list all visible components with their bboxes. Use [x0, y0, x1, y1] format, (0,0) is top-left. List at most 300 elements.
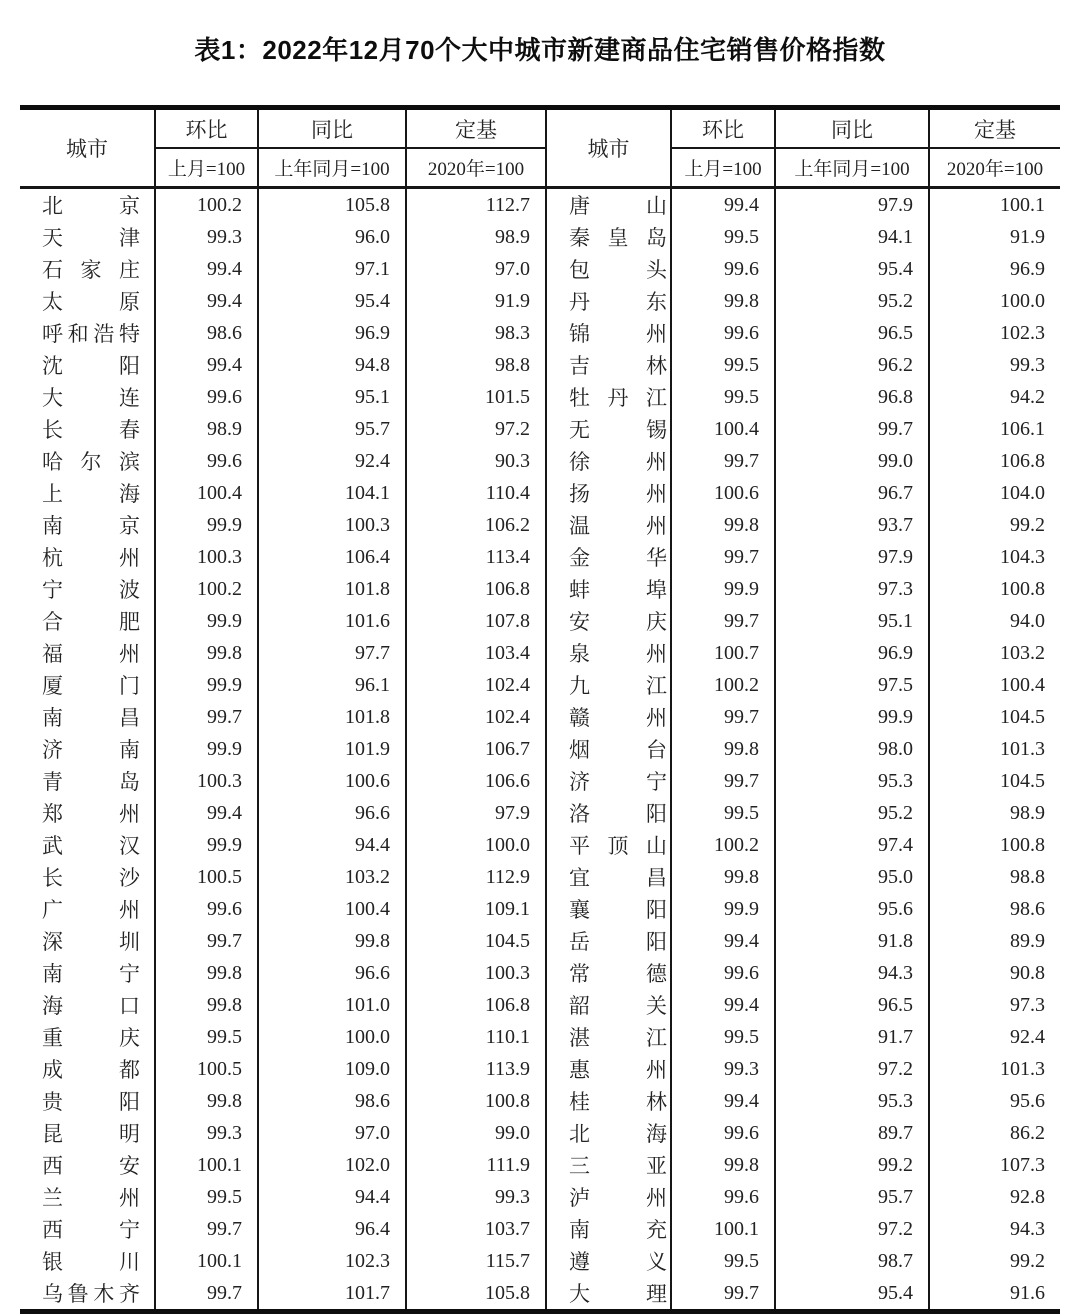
value-cell: 101.7 [258, 1277, 406, 1312]
table-row [20, 349, 1060, 381]
city-cell [20, 541, 155, 573]
value-cell: 100.6 [258, 765, 406, 797]
value-cell: 97.7 [258, 637, 406, 669]
value-cell: 89.7 [775, 1117, 929, 1149]
value-cell: 97.9 [406, 797, 546, 829]
value-cell: 91.9 [929, 221, 1060, 253]
city-cell [546, 829, 671, 861]
value-cell: 99.7 [671, 1277, 775, 1312]
city-cell [546, 253, 671, 285]
city-name: 九 江 [569, 674, 667, 698]
value-cell: 99.3 [406, 1181, 546, 1213]
value-cell: 101.0 [258, 989, 406, 1021]
value-cell: 99.8 [258, 925, 406, 957]
value-cell: 100.4 [929, 669, 1060, 701]
city-name: 重 庆 [42, 1026, 140, 1050]
value-cell: 100.8 [406, 1085, 546, 1117]
table-row [20, 381, 1060, 413]
table-row [20, 957, 1060, 989]
header-base-sub-left: 2020年=100 [406, 148, 546, 188]
value-cell: 104.3 [929, 541, 1060, 573]
city-cell [20, 285, 155, 317]
city-name: 杭 州 [42, 546, 140, 570]
city-cell [20, 1117, 155, 1149]
value-cell: 94.1 [775, 221, 929, 253]
value-cell: 99.8 [155, 989, 258, 1021]
city-cell [546, 1277, 671, 1312]
value-cell: 98.9 [406, 221, 546, 253]
value-cell: 97.0 [258, 1117, 406, 1149]
value-cell: 99.6 [671, 1181, 775, 1213]
value-cell: 109.1 [406, 893, 546, 925]
header-yoy-sub-right: 上年同月=100 [775, 148, 929, 188]
value-cell: 92.4 [929, 1021, 1060, 1053]
value-cell: 95.3 [775, 765, 929, 797]
value-cell: 95.3 [775, 1085, 929, 1117]
city-cell [546, 1053, 671, 1085]
table-row [20, 925, 1060, 957]
city-name: 吉 林 [569, 354, 667, 378]
value-cell: 99.7 [155, 1277, 258, 1312]
value-cell: 99.6 [671, 317, 775, 349]
value-cell: 98.0 [775, 733, 929, 765]
city-cell [546, 669, 671, 701]
value-cell: 102.0 [258, 1149, 406, 1181]
value-cell: 105.8 [406, 1277, 546, 1312]
header-mom-sub-left: 上月=100 [155, 148, 258, 188]
header-city-left: 城市 [20, 108, 155, 188]
value-cell: 102.3 [929, 317, 1060, 349]
value-cell: 99.6 [671, 253, 775, 285]
value-cell: 100.6 [671, 477, 775, 509]
city-cell [20, 637, 155, 669]
city-name: 济 宁 [569, 770, 667, 794]
city-cell [20, 349, 155, 381]
value-cell: 96.4 [258, 1213, 406, 1245]
city-cell [546, 925, 671, 957]
city-name: 深 圳 [42, 930, 140, 954]
value-cell: 100.0 [258, 1021, 406, 1053]
value-cell: 99.3 [671, 1053, 775, 1085]
city-name: 秦 皇 岛 [569, 226, 667, 250]
value-cell: 106.4 [258, 541, 406, 573]
table-row [20, 733, 1060, 765]
table-row [20, 861, 1060, 893]
header-base-left: 定基 [406, 108, 546, 149]
table-row [20, 221, 1060, 253]
value-cell: 102.3 [258, 1245, 406, 1277]
city-name: 平 顶 山 [569, 834, 667, 858]
city-cell [20, 573, 155, 605]
city-name: 长 沙 [42, 866, 140, 890]
value-cell: 99.7 [671, 605, 775, 637]
value-cell: 100.1 [929, 188, 1060, 222]
value-cell: 106.8 [929, 445, 1060, 477]
value-cell: 99.9 [671, 573, 775, 605]
city-cell [546, 733, 671, 765]
table-row [20, 1181, 1060, 1213]
city-name: 天 津 [42, 226, 140, 250]
value-cell: 99.8 [671, 861, 775, 893]
value-cell: 96.0 [258, 221, 406, 253]
city-cell [546, 349, 671, 381]
table-row [20, 1117, 1060, 1149]
city-name: 乌 鲁 木 齐 [42, 1282, 140, 1306]
table-row [20, 541, 1060, 573]
value-cell: 95.7 [775, 1181, 929, 1213]
table-row [20, 285, 1060, 317]
value-cell: 100.4 [155, 477, 258, 509]
city-cell [546, 765, 671, 797]
value-cell: 94.8 [258, 349, 406, 381]
table-title: 表1：2022年12月70个大中城市新建商品住宅销售价格指数 [194, 35, 886, 65]
value-cell: 109.0 [258, 1053, 406, 1085]
city-cell [546, 413, 671, 445]
value-cell: 99.8 [671, 733, 775, 765]
value-cell: 99.8 [671, 1149, 775, 1181]
value-cell: 96.5 [775, 317, 929, 349]
city-name: 昆 明 [42, 1122, 140, 1146]
city-cell [546, 477, 671, 509]
city-cell [546, 797, 671, 829]
city-cell [546, 1213, 671, 1245]
city-cell [20, 188, 155, 222]
city-cell [546, 317, 671, 349]
value-cell: 99.4 [155, 797, 258, 829]
table-row [20, 573, 1060, 605]
value-cell: 98.6 [155, 317, 258, 349]
value-cell: 99.7 [155, 925, 258, 957]
value-cell: 99.9 [155, 509, 258, 541]
city-name: 宜 昌 [569, 866, 667, 890]
city-cell [546, 381, 671, 413]
value-cell: 103.4 [406, 637, 546, 669]
city-cell [20, 253, 155, 285]
value-cell: 99.7 [775, 413, 929, 445]
city-name: 西 宁 [42, 1218, 140, 1242]
value-cell: 96.7 [775, 477, 929, 509]
city-name: 北 京 [42, 194, 140, 218]
city-cell [20, 925, 155, 957]
value-cell: 96.5 [775, 989, 929, 1021]
value-cell: 93.7 [775, 509, 929, 541]
value-cell: 98.7 [775, 1245, 929, 1277]
value-cell: 96.6 [258, 957, 406, 989]
value-cell: 97.9 [775, 188, 929, 222]
city-name: 成 都 [42, 1058, 140, 1082]
value-cell: 113.4 [406, 541, 546, 573]
value-cell: 104.0 [929, 477, 1060, 509]
value-cell: 100.3 [155, 541, 258, 573]
value-cell: 99.9 [671, 893, 775, 925]
city-name: 南 充 [569, 1218, 667, 1242]
value-cell: 103.2 [258, 861, 406, 893]
value-cell: 110.1 [406, 1021, 546, 1053]
city-cell [20, 381, 155, 413]
city-name: 济 南 [42, 738, 140, 762]
city-cell [20, 1085, 155, 1117]
value-cell: 95.6 [775, 893, 929, 925]
value-cell: 99.2 [929, 509, 1060, 541]
value-cell: 97.2 [406, 413, 546, 445]
table-row [20, 1245, 1060, 1277]
city-cell [546, 1117, 671, 1149]
value-cell: 112.9 [406, 861, 546, 893]
value-cell: 99.3 [155, 221, 258, 253]
value-cell: 91.8 [775, 925, 929, 957]
city-name: 徐 州 [569, 450, 667, 474]
value-cell: 95.4 [775, 1277, 929, 1312]
table-row [20, 1149, 1060, 1181]
city-cell [20, 1149, 155, 1181]
value-cell: 94.3 [929, 1213, 1060, 1245]
value-cell: 99.6 [155, 893, 258, 925]
city-name: 岳 阳 [569, 930, 667, 954]
value-cell: 100.0 [406, 829, 546, 861]
city-name: 哈 尔 滨 [42, 450, 140, 474]
city-cell [20, 733, 155, 765]
city-name: 青 岛 [42, 770, 140, 794]
value-cell: 100.2 [671, 829, 775, 861]
value-cell: 100.4 [258, 893, 406, 925]
value-cell: 99.9 [155, 605, 258, 637]
city-cell [546, 1149, 671, 1181]
value-cell: 96.9 [258, 317, 406, 349]
value-cell: 100.5 [155, 861, 258, 893]
city-cell [546, 509, 671, 541]
value-cell: 99.7 [155, 1213, 258, 1245]
value-cell: 101.6 [258, 605, 406, 637]
header-yoy-left: 同比 [258, 108, 406, 149]
value-cell: 106.6 [406, 765, 546, 797]
city-cell [546, 1021, 671, 1053]
value-cell: 100.3 [258, 509, 406, 541]
city-name: 广 州 [42, 898, 140, 922]
city-cell [546, 188, 671, 222]
city-cell [546, 1181, 671, 1213]
value-cell: 97.5 [775, 669, 929, 701]
value-cell: 91.6 [929, 1277, 1060, 1312]
city-name: 锦 州 [569, 322, 667, 346]
city-cell [20, 1277, 155, 1312]
city-name: 宁 波 [42, 578, 140, 602]
value-cell: 99.5 [671, 1245, 775, 1277]
value-cell: 100.8 [929, 573, 1060, 605]
city-name: 洛 阳 [569, 802, 667, 826]
table-row [20, 605, 1060, 637]
city-cell [546, 445, 671, 477]
table-row [20, 669, 1060, 701]
header-mom-sub-right: 上月=100 [671, 148, 775, 188]
value-cell: 97.4 [775, 829, 929, 861]
header-base-right: 定基 [929, 108, 1060, 149]
city-name: 金 华 [569, 546, 667, 570]
table-row [20, 188, 1060, 222]
table-row [20, 797, 1060, 829]
city-name: 厦 门 [42, 674, 140, 698]
header-row-top [20, 108, 1060, 149]
value-cell: 107.8 [406, 605, 546, 637]
value-cell: 103.2 [929, 637, 1060, 669]
value-cell: 99.5 [155, 1181, 258, 1213]
header-yoy-sub-left: 上年同月=100 [258, 148, 406, 188]
value-cell: 99.3 [155, 1117, 258, 1149]
city-name: 温 州 [569, 514, 667, 538]
value-cell: 110.4 [406, 477, 546, 509]
city-name: 沈 阳 [42, 354, 140, 378]
value-cell: 104.5 [406, 925, 546, 957]
city-name: 太 原 [42, 290, 140, 314]
table-header [20, 108, 1060, 188]
value-cell: 99.2 [929, 1245, 1060, 1277]
value-cell: 94.3 [775, 957, 929, 989]
value-cell: 95.4 [775, 253, 929, 285]
city-name: 大 连 [42, 386, 140, 410]
city-cell [20, 221, 155, 253]
city-cell [546, 605, 671, 637]
value-cell: 104.1 [258, 477, 406, 509]
city-name: 西 安 [42, 1154, 140, 1178]
value-cell: 101.3 [929, 1053, 1060, 1085]
value-cell: 99.5 [671, 1021, 775, 1053]
city-name: 惠 州 [569, 1058, 667, 1082]
table-row [20, 701, 1060, 733]
table-row [20, 477, 1060, 509]
value-cell: 99.9 [155, 669, 258, 701]
value-cell: 97.2 [775, 1213, 929, 1245]
city-name: 北 海 [569, 1122, 667, 1146]
value-cell: 95.2 [775, 797, 929, 829]
city-name: 郑 州 [42, 802, 140, 826]
table-row [20, 1021, 1060, 1053]
value-cell: 99.5 [671, 349, 775, 381]
city-name: 南 宁 [42, 962, 140, 986]
value-cell: 99.4 [671, 188, 775, 222]
value-cell: 99.5 [155, 1021, 258, 1053]
table-row [20, 1085, 1060, 1117]
value-cell: 96.8 [775, 381, 929, 413]
value-cell: 101.8 [258, 701, 406, 733]
value-cell: 99.0 [406, 1117, 546, 1149]
header-base-sub-right: 2020年=100 [929, 148, 1060, 188]
value-cell: 99.7 [671, 445, 775, 477]
city-name: 韶 关 [569, 994, 667, 1018]
value-cell: 96.9 [929, 253, 1060, 285]
table-row [20, 413, 1060, 445]
value-cell: 94.4 [258, 1181, 406, 1213]
header-row-sub [20, 148, 1060, 188]
value-cell: 98.8 [929, 861, 1060, 893]
table-row [20, 253, 1060, 285]
city-name: 安 庆 [569, 610, 667, 634]
value-cell: 102.4 [406, 669, 546, 701]
value-cell: 99.6 [155, 445, 258, 477]
city-name: 烟 台 [569, 738, 667, 762]
city-cell [546, 861, 671, 893]
table-row [20, 637, 1060, 669]
city-cell [20, 669, 155, 701]
table-body [20, 188, 1060, 1312]
city-name: 长 春 [42, 418, 140, 442]
city-name: 扬 州 [569, 482, 667, 506]
value-cell: 99.9 [155, 733, 258, 765]
value-cell: 99.3 [929, 349, 1060, 381]
table-row [20, 989, 1060, 1021]
city-name: 石 家 庄 [42, 258, 140, 282]
city-name: 赣 州 [569, 706, 667, 730]
city-cell [546, 541, 671, 573]
table-row [20, 893, 1060, 925]
value-cell: 97.3 [775, 573, 929, 605]
city-name: 遵 义 [569, 1250, 667, 1274]
value-cell: 106.7 [406, 733, 546, 765]
value-cell: 89.9 [929, 925, 1060, 957]
value-cell: 106.2 [406, 509, 546, 541]
city-name: 银 川 [42, 1250, 140, 1274]
value-cell: 97.0 [406, 253, 546, 285]
city-cell [20, 1021, 155, 1053]
city-cell [20, 957, 155, 989]
value-cell: 91.7 [775, 1021, 929, 1053]
city-cell [20, 861, 155, 893]
price-index-table [20, 105, 1060, 1314]
city-cell [20, 445, 155, 477]
value-cell: 96.9 [775, 637, 929, 669]
header-mom-right: 环比 [671, 108, 775, 149]
value-cell: 99.8 [155, 637, 258, 669]
city-name: 上 海 [42, 482, 140, 506]
value-cell: 106.8 [406, 989, 546, 1021]
value-cell: 90.3 [406, 445, 546, 477]
value-cell: 107.3 [929, 1149, 1060, 1181]
value-cell: 98.9 [929, 797, 1060, 829]
value-cell: 99.7 [155, 701, 258, 733]
value-cell: 99.9 [155, 829, 258, 861]
value-cell: 92.8 [929, 1181, 1060, 1213]
value-cell: 99.7 [671, 765, 775, 797]
city-name: 三 亚 [569, 1154, 667, 1178]
value-cell: 100.5 [155, 1053, 258, 1085]
city-name: 常 德 [569, 962, 667, 986]
value-cell: 104.5 [929, 765, 1060, 797]
value-cell: 99.4 [671, 1085, 775, 1117]
value-cell: 95.7 [258, 413, 406, 445]
city-name: 桂 林 [569, 1090, 667, 1114]
value-cell: 101.3 [929, 733, 1060, 765]
city-cell [546, 989, 671, 1021]
city-name: 海 口 [42, 994, 140, 1018]
value-cell: 98.8 [406, 349, 546, 381]
city-cell [20, 413, 155, 445]
city-name: 蚌 埠 [569, 578, 667, 602]
table-row [20, 317, 1060, 349]
city-name: 牡 丹 江 [569, 386, 667, 410]
city-name: 泉 州 [569, 642, 667, 666]
city-cell [546, 893, 671, 925]
value-cell: 91.9 [406, 285, 546, 317]
value-cell: 90.8 [929, 957, 1060, 989]
city-name: 呼 和 浩 特 [42, 322, 140, 346]
value-cell: 99.8 [671, 509, 775, 541]
value-cell: 95.1 [258, 381, 406, 413]
city-name: 福 州 [42, 642, 140, 666]
city-name: 贵 阳 [42, 1090, 140, 1114]
value-cell: 96.6 [258, 797, 406, 829]
value-cell: 96.1 [258, 669, 406, 701]
city-cell [546, 221, 671, 253]
value-cell: 105.8 [258, 188, 406, 222]
table-row [20, 1277, 1060, 1312]
